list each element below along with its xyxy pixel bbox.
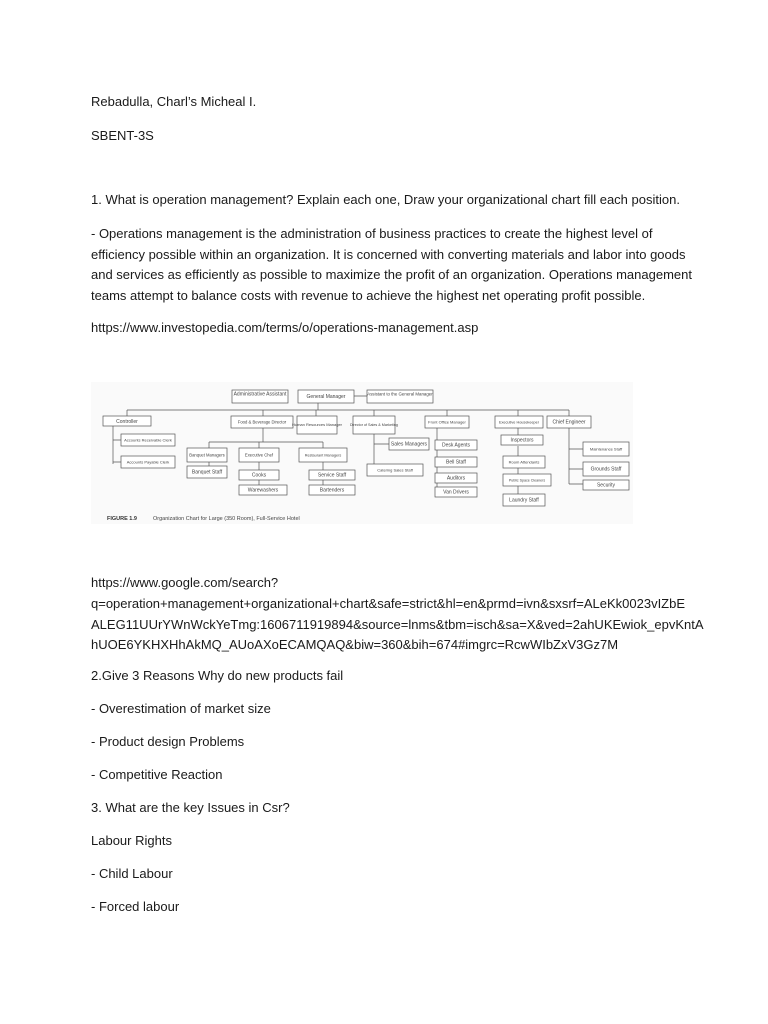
org-label-inspectors: Inspectors (510, 437, 534, 444)
org-box-chief-engineer (547, 416, 591, 428)
org-chart (91, 382, 633, 524)
org-box-warewashers (239, 485, 287, 495)
org-box-laundry-staff (503, 494, 545, 506)
org-label-chief-engineer: Chief Engineer (552, 419, 586, 426)
org-box-controller (103, 416, 151, 426)
org-box-public-space-cleaners (503, 474, 551, 486)
org-box-general-manager (298, 390, 354, 403)
org-box-bartenders (309, 485, 355, 495)
org-label-catering-sales-staff: Catering Sales Staff (377, 467, 413, 473)
org-label-banquet-staff: Banquet Staff (191, 469, 223, 476)
org-label-bell-staff: Bell Staff (446, 459, 466, 466)
answer-1-line-3: and services as efficiently as possible to maximize the profit of an organization. Operations management (91, 267, 692, 282)
org-label-assistant-gm: Assistant to the General Manager (367, 391, 433, 397)
org-box-executive-chef (239, 448, 279, 462)
org-label-sales-managers: Sales Managers (390, 441, 428, 448)
org-box-catering-sales-staff (367, 464, 423, 476)
org-box-room-attendants (503, 456, 545, 468)
org-box-maintenance-staff (583, 442, 629, 456)
source-url-1: https://www.investopedia.com/terms/o/operations-management.asp (91, 320, 479, 335)
org-box-assistant-gm (367, 390, 433, 403)
chart-source-line-3: ALEG11UUrYWnWckYeTmg:1606711919894&source=lnms&tbm=isch&sa=X&ved=2ahUKEwiok_epvKntA (91, 616, 704, 632)
org-box-banquet-managers (187, 448, 227, 462)
org-box-desk-agents (435, 440, 477, 450)
q2-reason-2: - Product design Problems (91, 734, 245, 749)
org-box-front-office-manager (425, 416, 469, 428)
org-label-bartenders: Bartenders (319, 487, 345, 494)
chart-source-line-1: https://www.google.com/search? (91, 575, 279, 590)
org-box-hr-manager (292, 416, 343, 434)
org-box-executive-housekeeper (495, 416, 543, 428)
org-box-restaurant-managers (299, 448, 347, 462)
author-name: Rebadulla, Charl’s Micheal I. (91, 94, 257, 109)
q2-reason-3: - Competitive Reaction (91, 767, 223, 782)
q3-issue-2: - Forced labour (91, 899, 180, 914)
org-label-general-manager: General Manager (306, 394, 346, 400)
q2-reason-1: - Overestimation of market size (91, 701, 271, 716)
org-label-service-staff: Service Staff (317, 472, 347, 479)
org-box-ap-clerk (121, 456, 175, 468)
org-label-ar-clerk: Accounts Receivable Clerk (124, 437, 172, 443)
chart-source-line-2: q=operation+management+organizational+chart&safe=strict&hl=en&prmd=ivn&sxsrf=ALeKk0023vIZbE (91, 596, 686, 611)
q3-subheading: Labour Rights (91, 833, 172, 848)
question-1: 1. What is operation management? Explain each one, Draw your organizational chart fill each position. (91, 192, 680, 207)
question-2: 2.Give 3 Reasons Why do new products fail (91, 668, 344, 683)
org-box-service-staff (309, 470, 355, 480)
q3-issue-1: - Child Labour (91, 866, 173, 881)
org-label-cooks: Cooks (251, 472, 267, 479)
org-box-bell-staff (435, 457, 477, 467)
org-label-controller: Controller (116, 419, 138, 425)
org-box-auditors (435, 473, 477, 483)
org-label-auditors: Auditors (446, 475, 466, 482)
org-box-grounds-staff (583, 462, 629, 476)
org-label-security: Security (596, 482, 616, 489)
org-chart-figure (91, 382, 633, 524)
org-box-ar-clerk (121, 434, 175, 446)
org-label-grounds-staff: Grounds Staff (590, 466, 622, 473)
figure-caption-label: FIGURE 1.9 (107, 516, 137, 522)
org-box-sales-director (350, 416, 398, 434)
question-3: 3. What are the key Issues in Csr? (91, 800, 290, 815)
org-box-banquet-staff (187, 466, 227, 478)
section-code: SBENT-3S (91, 128, 154, 143)
org-box-fb-director (231, 416, 293, 428)
chart-source-line-4: hUOE6YKHXHhAkMQ_AUoAXoECAMQAQ&biw=360&bih=674#imgrc=RcwWIbZxV3Gz7M (91, 637, 619, 652)
org-box-administrative-assistant (232, 390, 288, 403)
org-label-banquet-managers: Banquet Managers (189, 452, 225, 458)
org-label-desk-agents: Desk Agents (441, 442, 471, 449)
org-label-warewashers: Warewashers (247, 487, 279, 494)
org-label-room-attendants: Room Attendants (508, 459, 540, 465)
org-label-maintenance-staff: Maintenance Staff (589, 446, 623, 452)
org-box-cooks (239, 470, 279, 480)
answer-1-line-2: efficiency possible within an organization. It is concerned with converting materials and labor into goods (91, 246, 686, 262)
org-box-sales-managers (389, 438, 429, 450)
org-label-fb-director: Food & Beverage Director (237, 419, 287, 425)
org-label-sales-director: Director of Sales & Marketing (350, 423, 398, 427)
org-label-administrative-assistant: Administrative Assistant (233, 391, 287, 398)
figure-caption-text: Organization Chart for Large (350 Room), Full-Service Hotel (153, 516, 300, 522)
org-box-security (583, 480, 629, 490)
org-label-executive-chef: Executive Chef (244, 452, 274, 458)
org-label-public-space-cleaners: Public Space Cleaners (508, 478, 546, 483)
org-label-van-drivers: Van Drivers (443, 489, 469, 496)
org-label-ap-clerk: Accounts Payable Clerk (126, 459, 170, 465)
org-label-restaurant-managers: Restaurant Managers (304, 453, 342, 458)
org-label-laundry-staff: Laundry Staff (509, 497, 539, 504)
org-label-hr-manager: Human Resources Manager (291, 422, 343, 427)
org-label-front-office-manager: Front Office Manager (428, 419, 466, 425)
answer-1-line-1: - Operations management is the administration of business practices to create the highest level of (91, 226, 653, 241)
org-box-inspectors (501, 435, 543, 445)
org-box-van-drivers (435, 487, 477, 497)
answer-1-line-4: teams attempt to balance costs with revenue to achieve the highest net operating profit possible. (91, 287, 646, 303)
org-label-executive-housekeeper: Executive Housekeeper (498, 420, 540, 425)
